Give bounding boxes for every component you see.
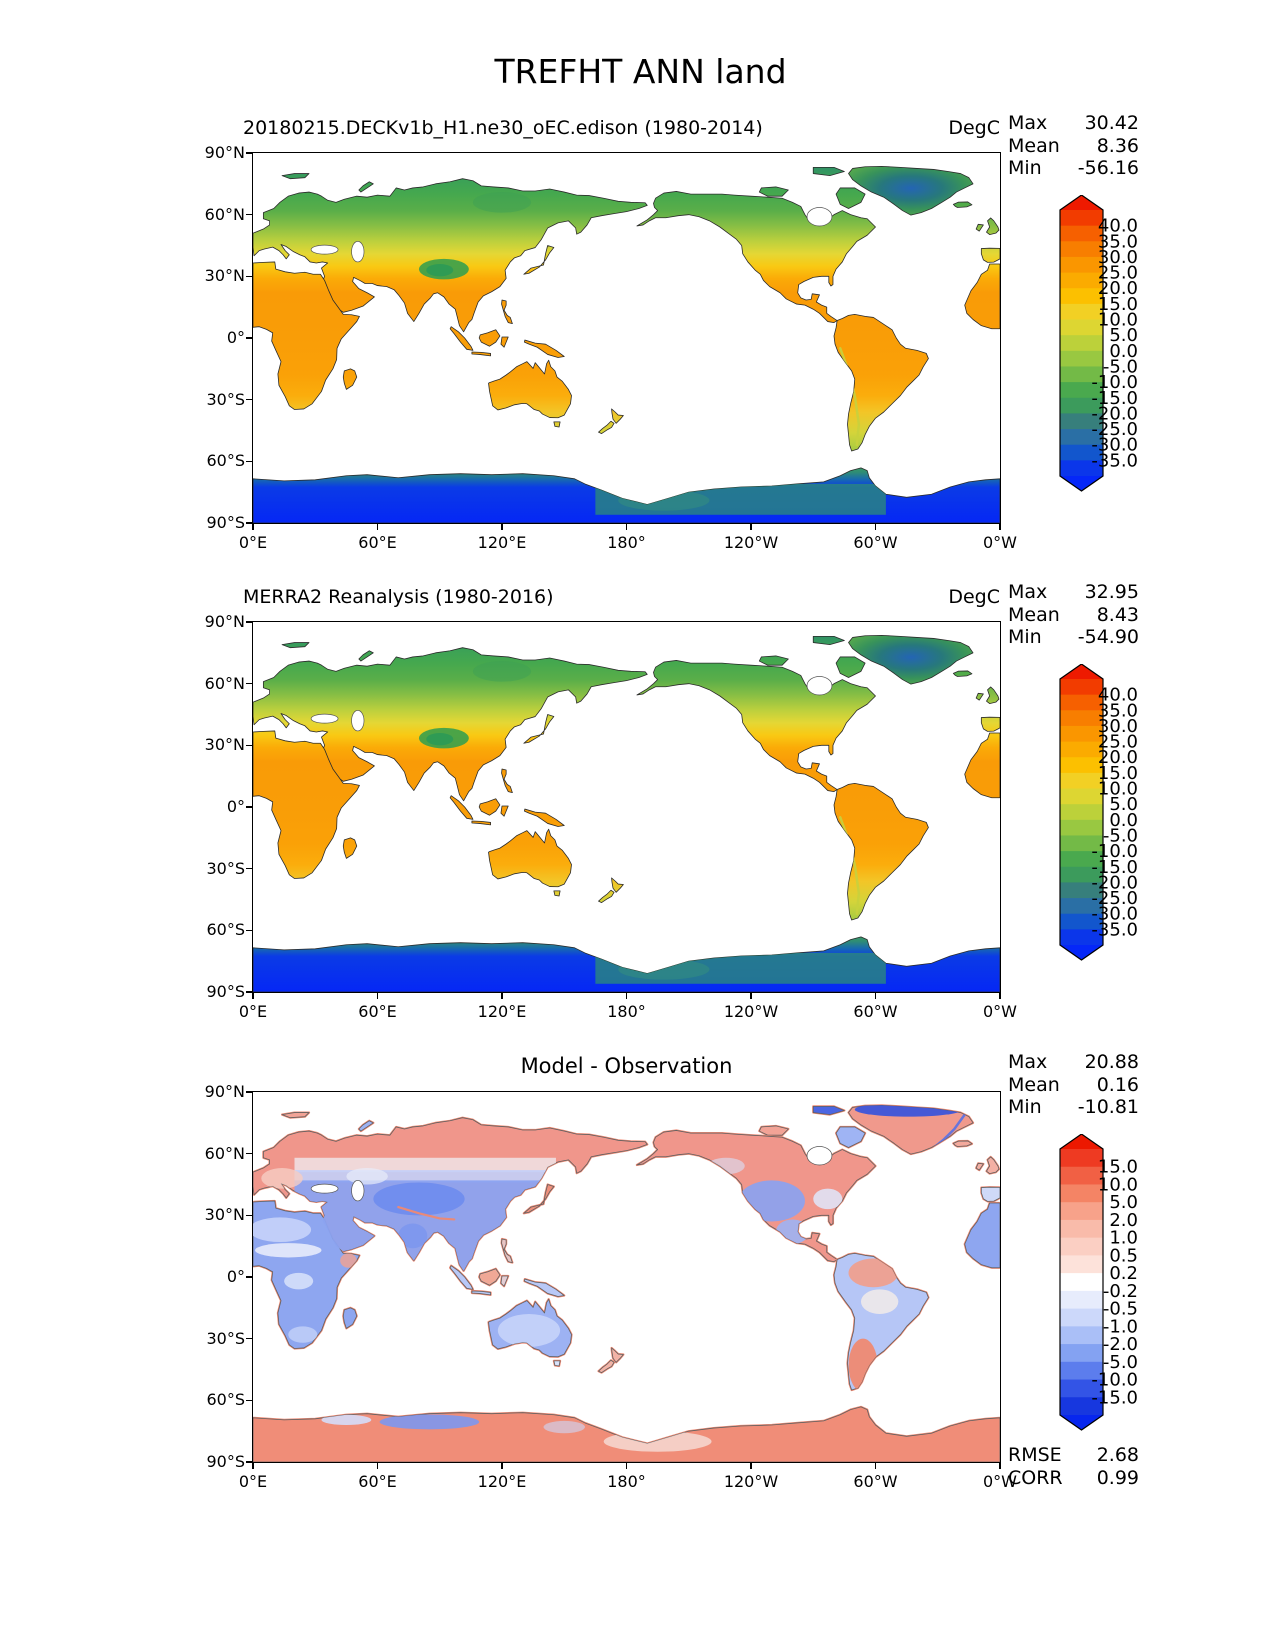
y-tick-label: 90°N bbox=[204, 143, 245, 162]
colorbar-band bbox=[1060, 1184, 1103, 1202]
colorbar-band bbox=[1060, 1326, 1103, 1344]
x-tick-label: 60°E bbox=[358, 1472, 397, 1491]
colorbar-tick-label: 40.0 bbox=[1097, 684, 1138, 706]
colorbar-tick-label: -35.0 bbox=[1091, 450, 1138, 472]
colorbar-band bbox=[1060, 1309, 1103, 1327]
stat-value: 20.88 bbox=[1084, 1051, 1139, 1073]
colorbar-tick-label: 5.0 bbox=[1109, 1192, 1138, 1214]
colorbar-tick-label: -2.0 bbox=[1102, 1334, 1138, 1356]
stat-label: Mean bbox=[1008, 1073, 1060, 1096]
colorbar-tick-label: -5.0 bbox=[1102, 356, 1138, 378]
x-tick bbox=[252, 1463, 253, 1469]
x-tick-label: 120°W bbox=[723, 1002, 779, 1021]
x-tick bbox=[501, 1463, 502, 1469]
colorbar-band bbox=[1060, 1238, 1103, 1256]
colorbar-tick-label: -10.0 bbox=[1091, 372, 1138, 394]
stat-row bbox=[1008, 1074, 1139, 1097]
stat-value: 8.43 bbox=[1096, 603, 1139, 626]
x-tick-label: 180° bbox=[607, 1472, 646, 1491]
x-tick bbox=[626, 1463, 627, 1469]
colorbar-tick-label: -5.0 bbox=[1102, 1351, 1138, 1373]
colorbar-band bbox=[1060, 1291, 1103, 1309]
x-tick-label: 120°W bbox=[723, 533, 779, 552]
y-tick-label: 60°N bbox=[204, 204, 245, 224]
panel-diff-title: Model - Observation bbox=[520, 1054, 733, 1078]
y-tick-label: 90°S bbox=[206, 513, 245, 532]
x-tick bbox=[875, 1463, 876, 1469]
y-tick-label: 30°N bbox=[204, 1205, 245, 1225]
colorbar-tick-label: -35.0 bbox=[1091, 919, 1138, 941]
y-tick-label: 60°N bbox=[204, 1143, 245, 1163]
colorbar-tick-label: 1.0 bbox=[1109, 1227, 1138, 1249]
stat-value: 30.42 bbox=[1084, 112, 1139, 134]
y-tick-label: 60°N bbox=[204, 673, 245, 693]
y-tick-label: 0° bbox=[226, 1267, 245, 1286]
y-tick-label: 90°S bbox=[206, 1452, 245, 1471]
colorbar-tick-label: 40.0 bbox=[1097, 215, 1138, 237]
x-tick-label: 0°E bbox=[238, 1002, 268, 1021]
colorbar-tick-label: -30.0 bbox=[1091, 434, 1138, 456]
x-tick-label: 0°W bbox=[983, 533, 1017, 552]
colorbar-band bbox=[1060, 1220, 1103, 1238]
stat-row bbox=[1008, 1444, 1139, 1467]
y-tick-label: 30°S bbox=[206, 858, 245, 878]
x-tick-label: 120°W bbox=[723, 1472, 779, 1491]
y-tick-label: 60°S bbox=[206, 451, 245, 471]
colorbar-tick-label: 0.0 bbox=[1109, 809, 1138, 831]
stat-label: Min bbox=[1008, 1096, 1042, 1118]
colorbar-diff bbox=[1053, 1134, 1163, 1434]
colorbar-tick-label: -5.0 bbox=[1102, 825, 1138, 847]
landmass-iberia bbox=[981, 1187, 1000, 1201]
stat-value: 0.16 bbox=[1096, 1073, 1139, 1096]
colorbar-tick-label: -15.0 bbox=[1091, 856, 1138, 878]
x-tick-label: 0°W bbox=[983, 1002, 1017, 1021]
world-map-diff bbox=[253, 1092, 1000, 1462]
colorbar-tick-label: -25.0 bbox=[1091, 888, 1138, 910]
y-tick bbox=[246, 1153, 252, 1154]
colorbar-tick-label: 20.0 bbox=[1097, 747, 1138, 769]
colorbar-band bbox=[1060, 1255, 1103, 1273]
stat-value: -56.16 bbox=[1077, 157, 1139, 179]
panel-model-unit: DegC bbox=[948, 117, 1000, 139]
y-tick-label: 0° bbox=[226, 328, 245, 347]
colorbar-tick-label: 5.0 bbox=[1109, 794, 1138, 816]
stat-row bbox=[1008, 1096, 1139, 1119]
colorbar-tick-label: 15.0 bbox=[1097, 762, 1138, 784]
colorbar-tick-label: -10.0 bbox=[1091, 1369, 1138, 1391]
colorbar-tick-label: -25.0 bbox=[1091, 419, 1138, 441]
x-tick-label: 60°W bbox=[853, 1002, 898, 1021]
colorbar-tick-label: 0.0 bbox=[1109, 340, 1138, 362]
stat-label: Min bbox=[1008, 157, 1042, 179]
panel-model-title: 20180215.DECKv1b_H1.ne30_oEC.edison (1980-2014) bbox=[243, 117, 763, 139]
y-tick bbox=[246, 1338, 252, 1339]
colorbar-tick-label: 25.0 bbox=[1097, 731, 1138, 753]
x-tick bbox=[377, 1463, 378, 1469]
colorbar-tick-label: -20.0 bbox=[1091, 872, 1138, 894]
y-tick bbox=[246, 1461, 252, 1462]
stat-label: Min bbox=[1008, 626, 1042, 648]
y-tick-label: 30°S bbox=[206, 1328, 245, 1348]
stat-label: Max bbox=[1008, 581, 1048, 603]
x-tick-label: 180° bbox=[607, 1002, 646, 1021]
colorbar-tick-label: 15.0 bbox=[1097, 1156, 1138, 1178]
stat-label: Mean bbox=[1008, 134, 1060, 157]
colorbar-band bbox=[1060, 1344, 1103, 1362]
y-tick bbox=[246, 1091, 252, 1092]
landmass-antarctica bbox=[253, 1407, 1000, 1462]
x-tick-label: 60°E bbox=[358, 533, 397, 552]
colorbar-tick-label: 10.0 bbox=[1097, 1174, 1138, 1196]
landmass-newguinea bbox=[524, 1279, 564, 1296]
colorbar-tick-label: 0.5 bbox=[1109, 1245, 1138, 1267]
colorbar-tick-label: -30.0 bbox=[1091, 903, 1138, 925]
colorbar-tick-label: 35.0 bbox=[1097, 231, 1138, 253]
y-tick-label: 30°S bbox=[206, 389, 245, 409]
y-tick-label: 60°S bbox=[206, 1390, 245, 1410]
colorbar-arrow-bottom bbox=[1060, 1415, 1103, 1430]
stat-value: 0.99 bbox=[1096, 1466, 1139, 1489]
colorbar-tick-label: 5.0 bbox=[1109, 325, 1138, 347]
colorbar-tick-label: 2.0 bbox=[1109, 1209, 1138, 1231]
x-tick-label: 120°E bbox=[477, 1472, 527, 1491]
colorbar-tick-label: -15.0 bbox=[1091, 387, 1138, 409]
stat-label: Max bbox=[1008, 1051, 1048, 1073]
stat-label: RMSE bbox=[1008, 1444, 1062, 1466]
colorbar-tick-label: 30.0 bbox=[1097, 246, 1138, 268]
panel-obs-title: MERRA2 Reanalysis (1980-2016) bbox=[243, 586, 554, 608]
stat-value: -10.81 bbox=[1077, 1096, 1139, 1118]
colorbar-arrow-top bbox=[1060, 1134, 1103, 1149]
x-tick bbox=[750, 1463, 751, 1469]
colorbar-band bbox=[1060, 1273, 1103, 1291]
colorbar-tick-label: -15.0 bbox=[1091, 1387, 1138, 1409]
y-tick-label: 30°N bbox=[204, 266, 245, 286]
x-tick-label: 60°W bbox=[853, 1472, 898, 1491]
stat-value: 8.36 bbox=[1096, 134, 1139, 157]
panel-diff-stats bbox=[1008, 1051, 1139, 1119]
stat-label: Max bbox=[1008, 112, 1048, 134]
y-tick-label: 90°N bbox=[204, 1082, 245, 1101]
y-tick-label: 90°S bbox=[206, 982, 245, 1001]
y-tick bbox=[246, 1276, 252, 1277]
x-tick-label: 0°E bbox=[238, 1472, 268, 1491]
stat-row bbox=[1008, 1051, 1139, 1074]
colorbar-tick-label: 20.0 bbox=[1097, 278, 1138, 300]
colorbar-tick-label: -10.0 bbox=[1091, 841, 1138, 863]
colorbar-band bbox=[1060, 1149, 1103, 1167]
colorbar-band bbox=[1060, 1202, 1103, 1220]
y-tick-label: 30°N bbox=[204, 735, 245, 755]
y-tick-label: 60°S bbox=[206, 920, 245, 940]
landmass-madagascar bbox=[343, 1308, 356, 1329]
x-tick bbox=[999, 1463, 1000, 1469]
colorbar-tick-label: 15.0 bbox=[1097, 293, 1138, 315]
map-plot-diff bbox=[253, 1092, 1000, 1462]
colorbar-band bbox=[1060, 1167, 1103, 1185]
colorbar-tick-label: 10.0 bbox=[1097, 309, 1138, 331]
panel-obs-unit: DegC bbox=[948, 586, 1000, 608]
colorbar-tick-label: 30.0 bbox=[1097, 715, 1138, 737]
colorbar-tick-label: 10.0 bbox=[1097, 778, 1138, 800]
x-tick-label: 60°E bbox=[358, 1002, 397, 1021]
colorbar-tick-label: -0.5 bbox=[1102, 1298, 1138, 1320]
stat-value: 32.95 bbox=[1084, 581, 1139, 603]
colorbar-tick-label: -20.0 bbox=[1091, 403, 1138, 425]
y-tick-label: 0° bbox=[226, 797, 245, 816]
landmass-tasmania bbox=[554, 1361, 560, 1366]
x-tick-label: 60°W bbox=[853, 533, 898, 552]
colorbar-tick-label: -0.2 bbox=[1102, 1280, 1138, 1302]
landmass-wafrica bbox=[965, 1203, 1000, 1268]
stat-label: Mean bbox=[1008, 603, 1060, 626]
x-tick-label: 0°W bbox=[983, 1472, 1017, 1491]
y-tick bbox=[246, 1215, 252, 1216]
colorbar-tick-label: 25.0 bbox=[1097, 262, 1138, 284]
colorbar-tick-label: -1.0 bbox=[1102, 1316, 1138, 1338]
colorbar-tick-label: 0.2 bbox=[1109, 1263, 1138, 1285]
colorbar-tick-label: 35.0 bbox=[1097, 700, 1138, 722]
figure-title: TREFHT ANN land bbox=[494, 52, 787, 91]
y-tick bbox=[246, 1400, 252, 1401]
x-tick-label: 180° bbox=[607, 533, 646, 552]
stat-label: CORR bbox=[1008, 1466, 1063, 1489]
stat-value: -54.90 bbox=[1077, 626, 1139, 648]
x-tick-label: 120°E bbox=[477, 533, 527, 552]
x-tick-label: 0°E bbox=[238, 533, 268, 552]
y-tick-label: 90°N bbox=[204, 612, 245, 631]
x-tick-label: 120°E bbox=[477, 1002, 527, 1021]
stat-value: 2.68 bbox=[1096, 1444, 1139, 1466]
